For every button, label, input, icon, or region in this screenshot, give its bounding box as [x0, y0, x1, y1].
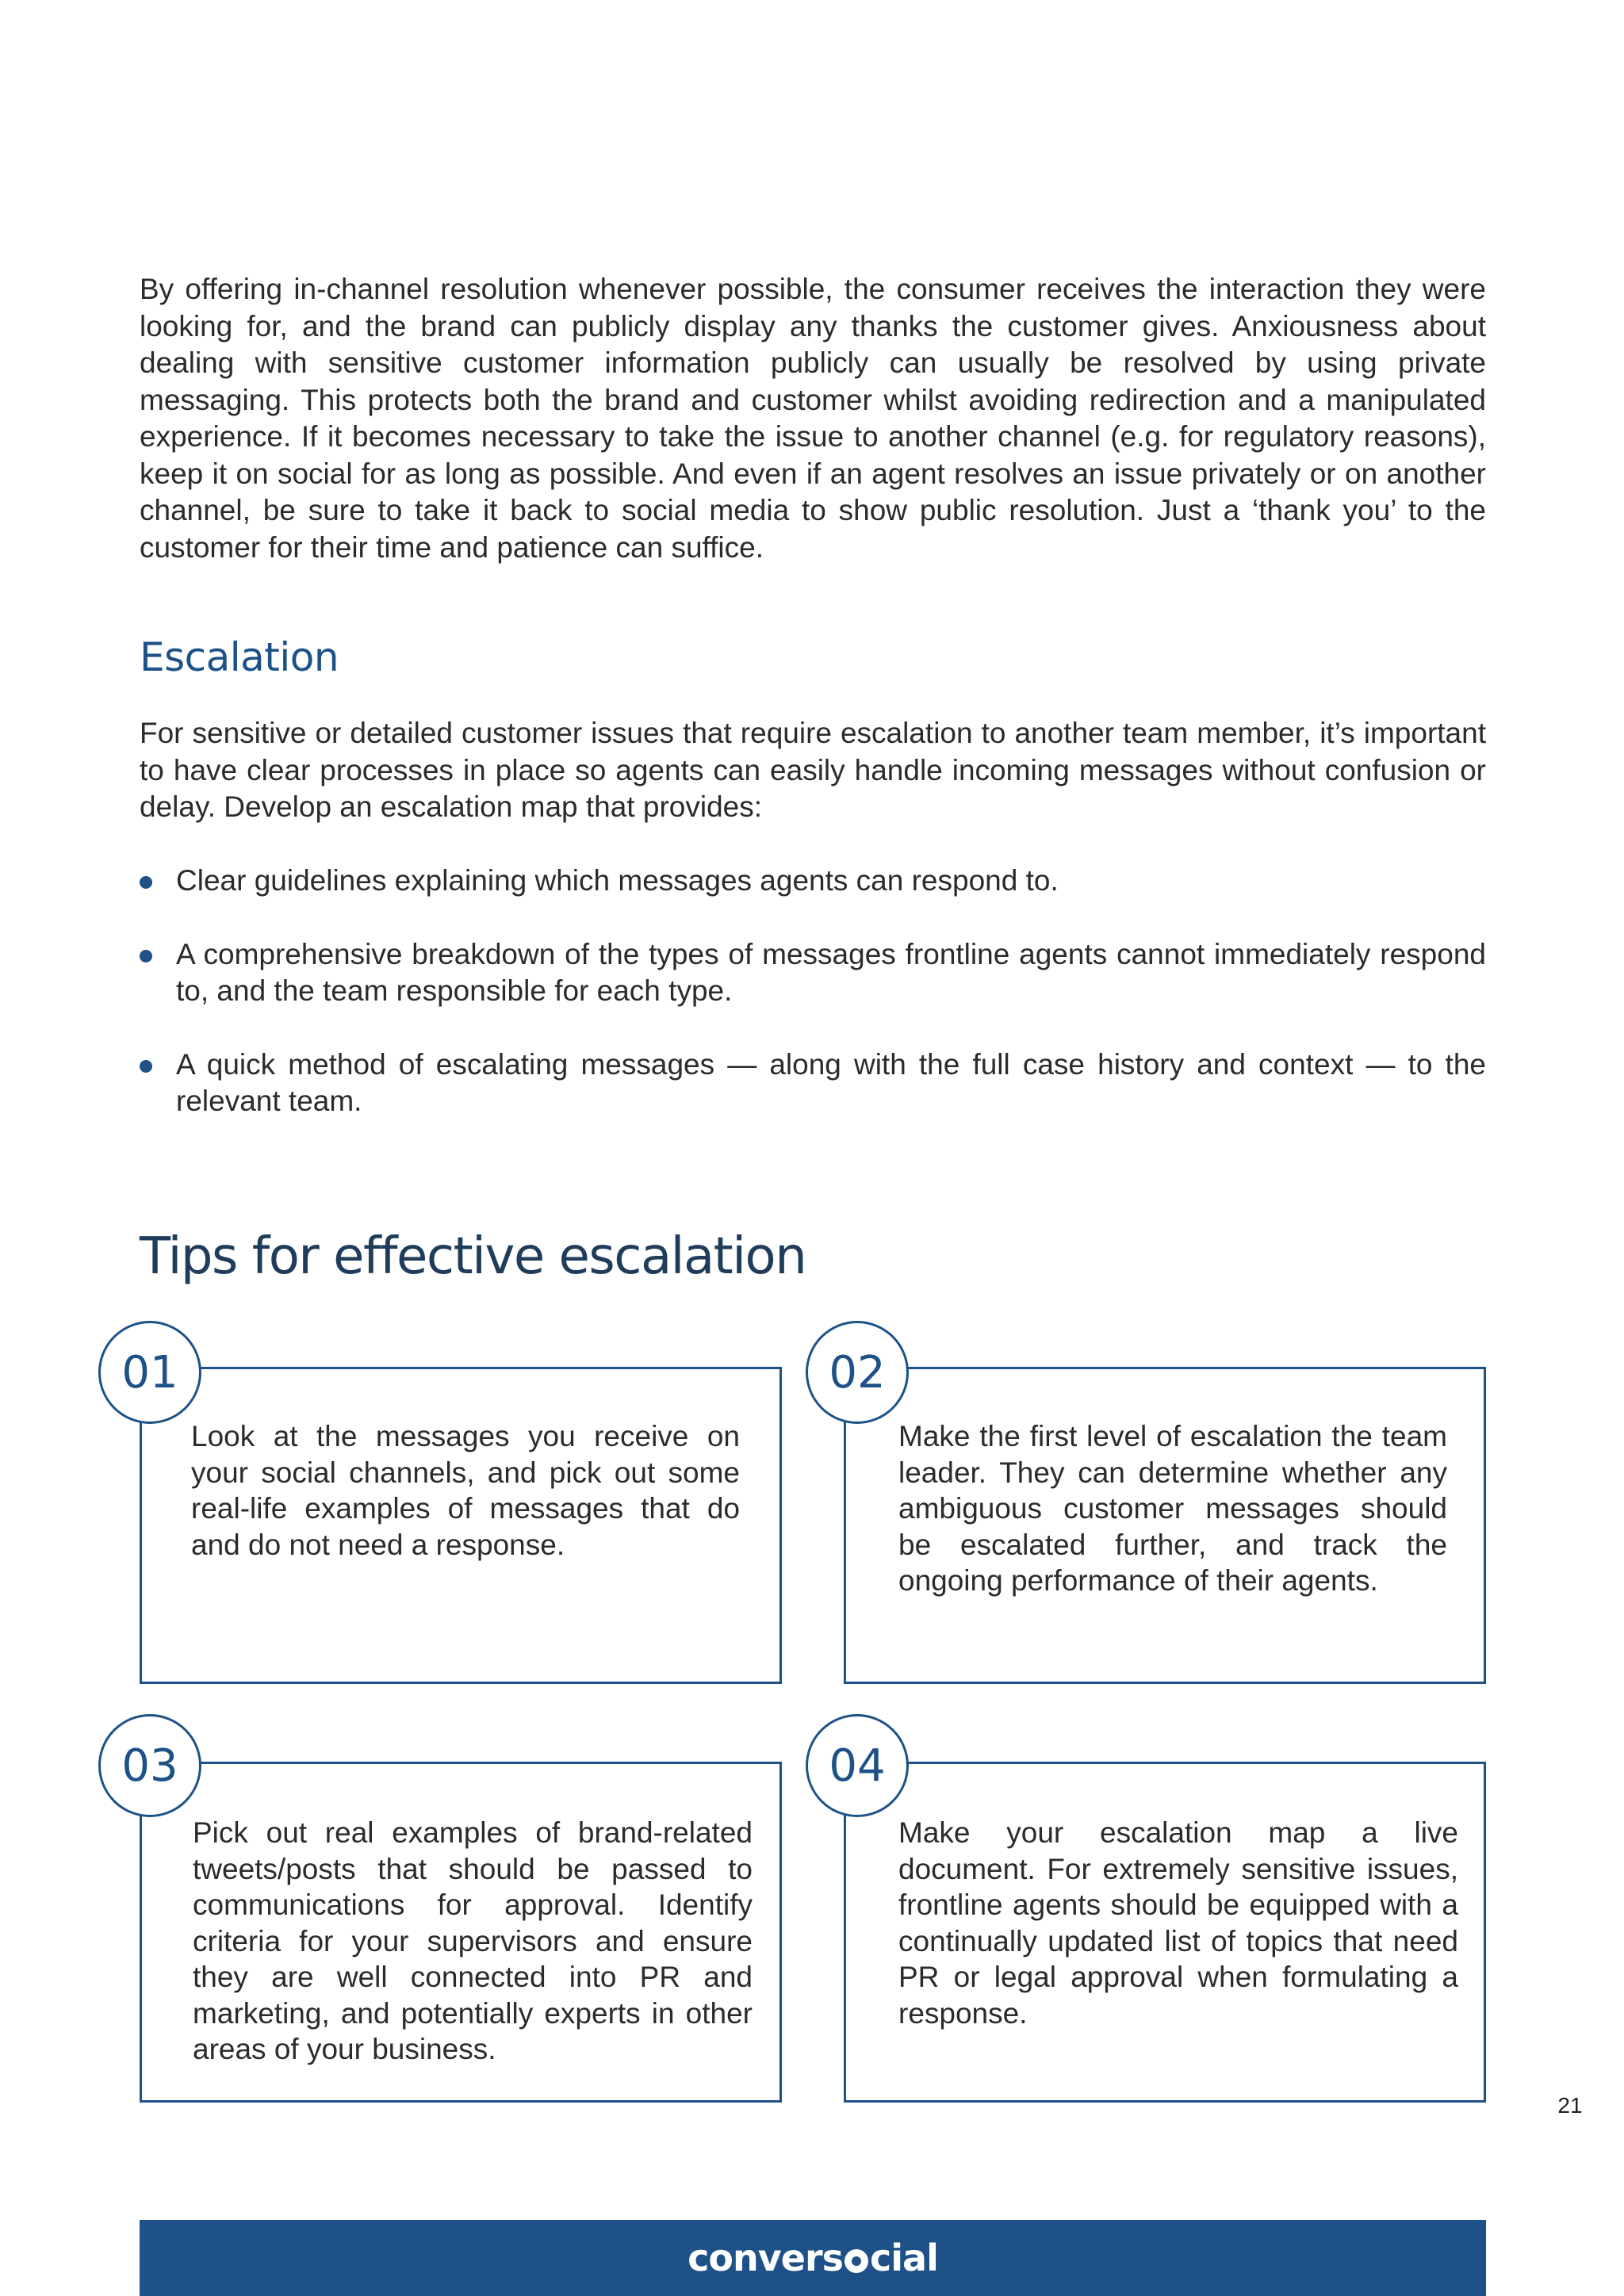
logo-o-icon [845, 2249, 868, 2273]
tip-card-text: Pick out real examples of brand-related tweets/posts that should be passed to communications for approval. Identify criteria for your supervisors and ensure they are well connected into PR and marketing, and potentially experts in other areas of your business. [193, 1816, 753, 2065]
tip-card-04 [844, 1762, 1486, 2103]
tip-card-03 [140, 1762, 782, 2103]
list-item-text: A quick method of escalating messages — along with the full case history and context — to the relevant team. [176, 1047, 1486, 1117]
tips-heading: Tips for effective escalation [140, 1227, 806, 1286]
bullet-dot-icon [140, 950, 152, 962]
tip-number-badge-02: 02 [806, 1321, 909, 1424]
escalation-heading: Escalation [140, 634, 339, 680]
list-item-text: A comprehensive breakdown of the types of messages frontline agents cannot immediately respond to, and the team responsible for each type. [176, 937, 1486, 1007]
logo-text-start: convers [688, 2237, 844, 2279]
logo-text-end: cial [870, 2237, 938, 2279]
tip-card-text: Make your escalation map a live document. For extremely sensitive issues, frontline agents should be equipped with a continually updated list of topics that need PR or legal approval when formulating a response. [898, 1816, 1458, 2030]
intro-paragraph: By offering in-channel resolution whenever possible, the consumer receives the interaction they were looking for, and the brand can publicly display any thanks the customer gives. Anxiousness about dealing with sensitive customer information publicly can usually be resolved by using private messaging. This protects both the brand and customer whilst avoiding redirection and a manipulated experience. If it becomes necessary to take the issue to another channel (e.g. for regulatory reasons), keep it on social for as long as possible. And even if an agent resolves an issue privately or on another channel, be sure to take it back to social media to show public resolution. Just a ‘thank you’ to the customer for their time and patience can suffice. [140, 273, 1486, 564]
escalation-bullet-list [140, 863, 1486, 1157]
tip-number-badge-04: 04 [806, 1714, 909, 1817]
bullet-dot-icon [140, 1060, 152, 1073]
list-item [140, 936, 1486, 1010]
bullet-dot-icon [140, 876, 152, 889]
conversocial-logo [688, 2237, 938, 2279]
tip-card-01 [140, 1367, 782, 1684]
page-number: 21 [1557, 2093, 1583, 2118]
tip-card-text: Make the first level of escalation the team leader. They can determine whether any ambiguous customer messages should be escalated further, and track the ongoing performance of their agents. [898, 1420, 1447, 1597]
footer-bar [140, 2220, 1486, 2296]
escalation-paragraph: For sensitive or detailed customer issues that require escalation to another team member, it’s important to have clear processes in place so agents can easily handle incoming messages without confusion or delay. Develop an escalation map that provides: [140, 717, 1486, 823]
tip-number-badge-01: 01 [98, 1321, 201, 1424]
tip-card-02 [844, 1367, 1486, 1684]
tip-number-badge-03: 03 [98, 1714, 201, 1817]
tip-card-text: Look at the messages you receive on your social channels, and pick out some real-life examples of messages that do and do not need a response. [191, 1420, 740, 1561]
list-item [140, 1047, 1486, 1120]
list-item-text: Clear guidelines explaining which messages agents can respond to. [176, 864, 1059, 897]
list-item [140, 863, 1486, 900]
